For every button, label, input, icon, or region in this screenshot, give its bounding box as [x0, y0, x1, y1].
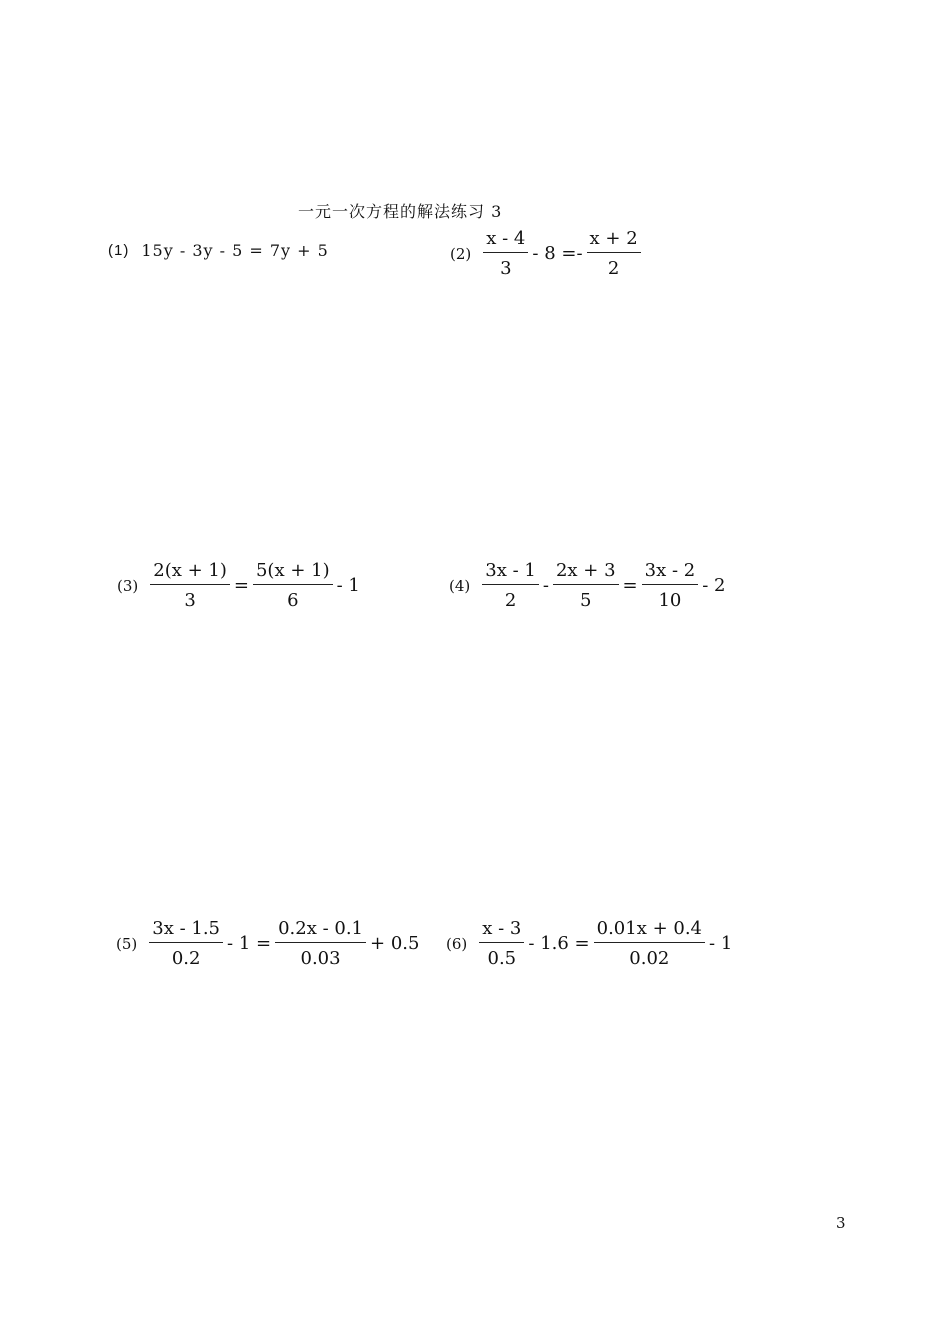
problem-6-number: (6) [446, 934, 468, 953]
problem-4-fraction-1 [482, 560, 539, 611]
problem-1 [108, 241, 331, 260]
problem-2-operator: - 8 =- [532, 243, 583, 264]
problem-2-number: (2) [450, 244, 472, 263]
fraction-numerator: 2(x + 1) [150, 560, 230, 585]
problem-3-fraction-2 [253, 560, 333, 611]
problem-4-fraction-3 [642, 560, 699, 611]
fraction-numerator: 2x + 3 [553, 560, 619, 585]
problem-5-fraction-1 [149, 918, 223, 969]
problem-6-fraction-2 [594, 918, 705, 969]
problem-6-fraction-1 [479, 918, 524, 969]
problem-3-tail: - 1 [336, 575, 360, 596]
problem-5-operator: - 1 = [227, 933, 272, 954]
fraction-numerator: 3x - 1.5 [149, 918, 223, 943]
fraction-denominator: 0.02 [629, 948, 670, 969]
fraction-denominator: 3 [500, 258, 512, 279]
problem-5 [116, 918, 421, 969]
problem-2-fraction-2 [587, 228, 641, 279]
problem-1-equation: 15y - 3y - 5 = 7y + 5 [141, 241, 329, 260]
fraction-numerator: 0.01x + 0.4 [594, 918, 705, 943]
problem-3-number: (3) [117, 576, 139, 595]
fraction-denominator: 0.03 [300, 948, 341, 969]
fraction-denominator: 6 [287, 590, 299, 611]
fraction-numerator: x - 3 [479, 918, 524, 943]
problem-4-number: (4) [449, 576, 471, 595]
fraction-denominator: 10 [658, 590, 682, 611]
problem-5-number: (5) [116, 934, 138, 953]
problem-4 [449, 560, 727, 611]
problem-3-operator: = [233, 575, 249, 596]
problem-4-operator-1: - [542, 575, 549, 596]
fraction-numerator: 0.2x - 0.1 [275, 918, 366, 943]
problem-6 [446, 918, 734, 969]
problem-2-fraction-1 [483, 228, 528, 279]
fraction-denominator: 2 [607, 258, 620, 279]
fraction-numerator: x - 4 [483, 228, 528, 253]
problem-5-fraction-2 [275, 918, 366, 969]
fraction-denominator: 0.2 [171, 948, 201, 969]
problem-2 [450, 228, 643, 279]
problem-6-operator: - 1.6 = [528, 933, 590, 954]
fraction-denominator: 5 [580, 590, 592, 611]
fraction-numerator: 5(x + 1) [253, 560, 333, 585]
problem-1-number: (1) [108, 242, 130, 259]
problem-4-fraction-2 [553, 560, 619, 611]
worksheet-title: 一元一次方程的解法练习 3 [298, 202, 503, 221]
fraction-numerator: x + 2 [587, 228, 641, 253]
page-number: 3 [836, 1214, 846, 1232]
problem-4-tail: - 2 [702, 575, 726, 596]
problem-3 [117, 560, 362, 611]
fraction-numerator: 3x - 1 [482, 560, 539, 585]
problem-4-operator-2: = [622, 575, 638, 596]
problem-3-fraction-1 [150, 560, 230, 611]
problem-6-tail: - 1 [709, 933, 733, 954]
fraction-denominator: 2 [504, 590, 517, 611]
fraction-denominator: 0.5 [487, 948, 517, 969]
problem-5-tail: + 0.5 [370, 933, 420, 954]
fraction-denominator: 3 [184, 590, 196, 611]
fraction-numerator: 3x - 2 [642, 560, 699, 585]
